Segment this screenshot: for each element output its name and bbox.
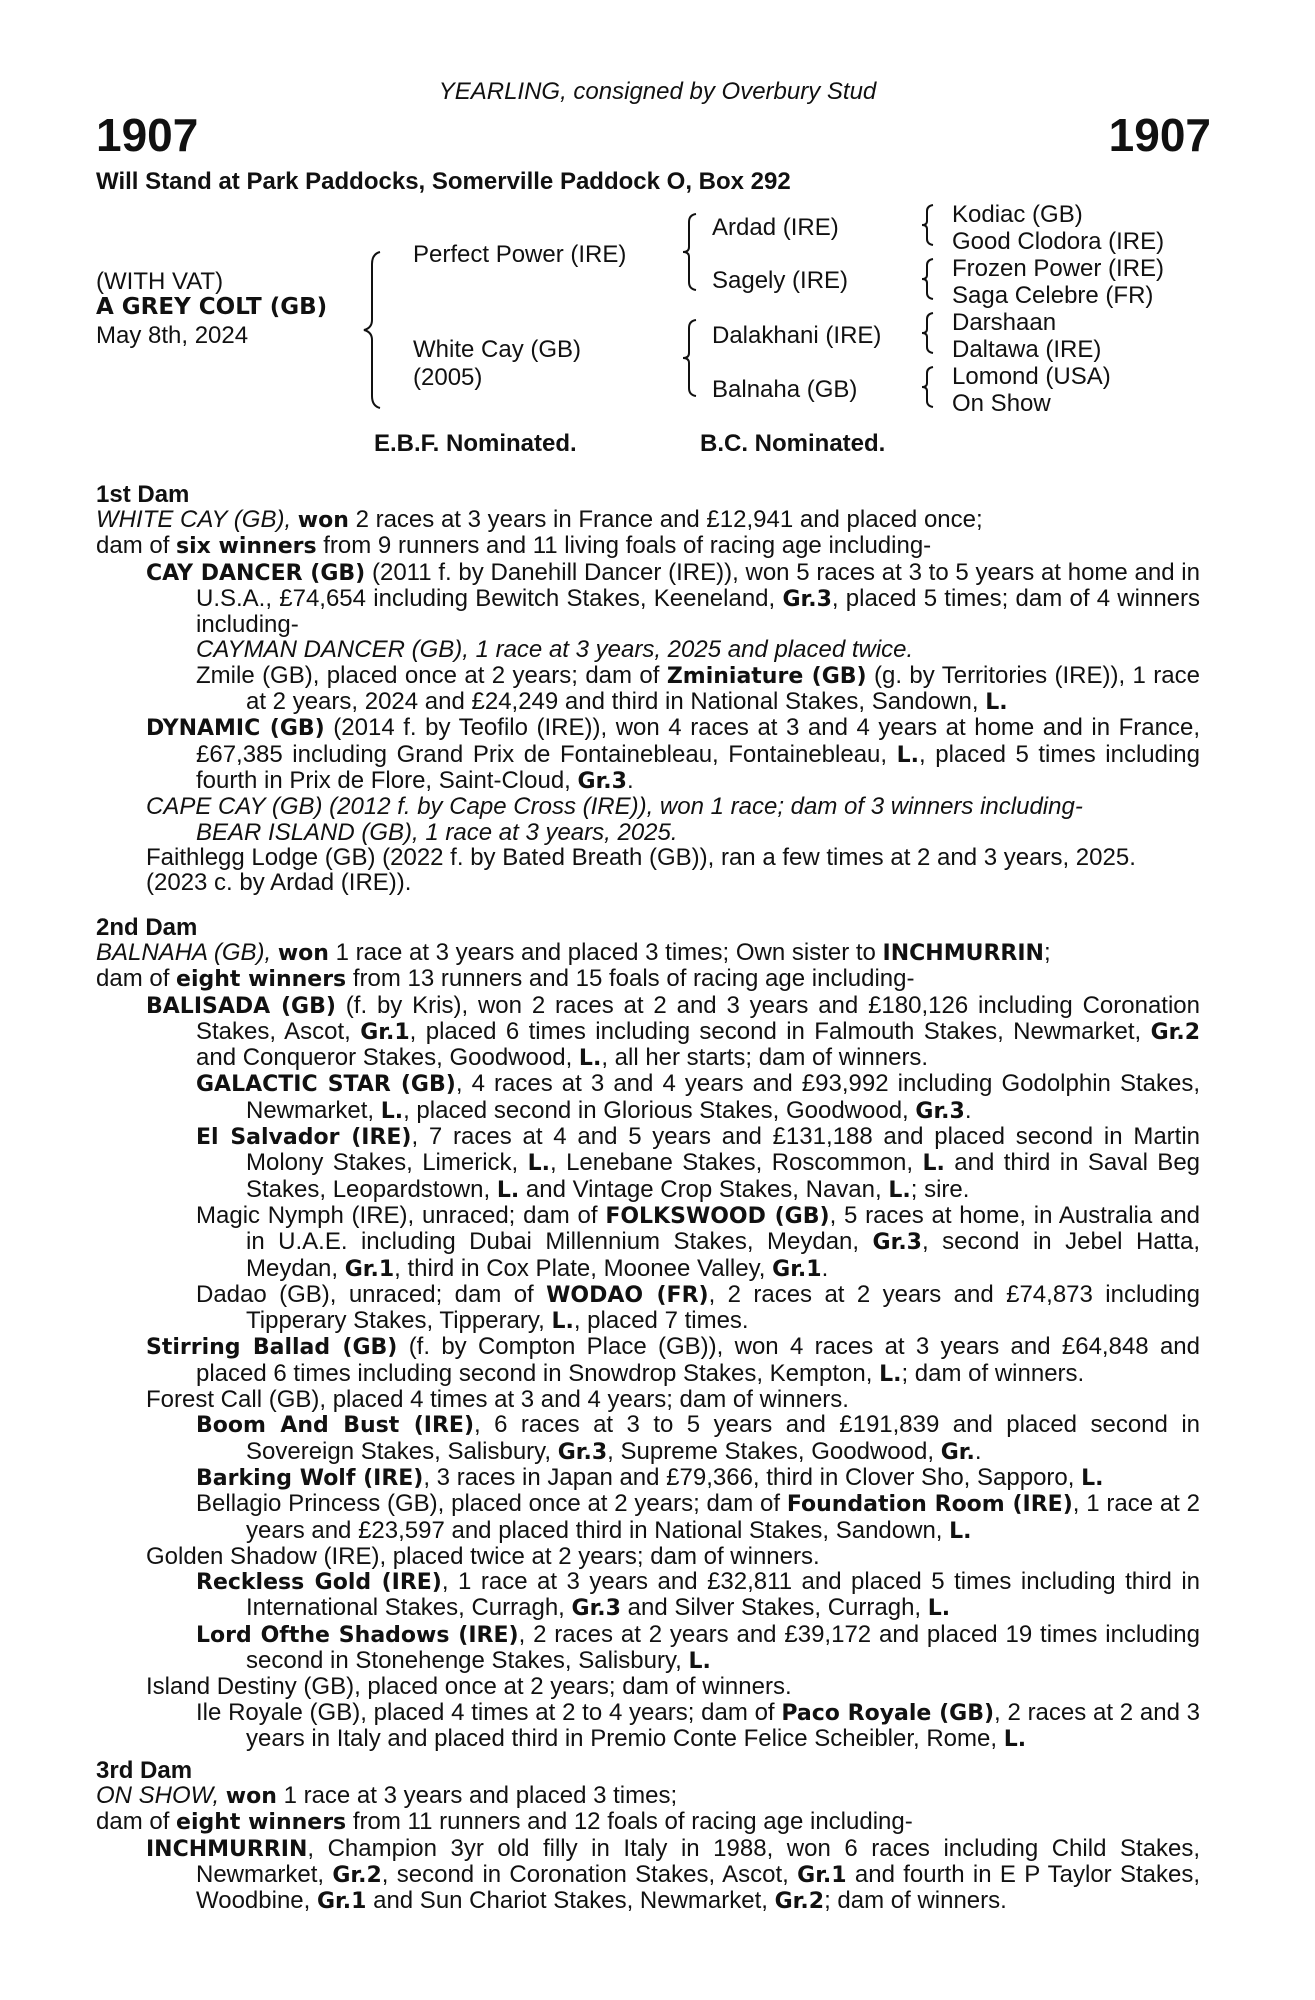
dam-dam-sire: Lomond (USA) — [952, 363, 1111, 390]
produce-magic-nymph: Magic Nymph (IRE), unraced; dam of FOLKSWOOD (GB), 5 races at home, in Australia and in U.A.E. including Dubai Millennium Stakes, Meydan, Gr.3, second in Jebel Hatta, Meydan, Gr.1, third in Cox Plate, Moonee Valley, Gr.1. — [196, 1201, 1201, 1282]
pedigree-brace-sd — [920, 257, 936, 301]
sire-dam-dam: Saga Celebre (FR) — [952, 282, 1154, 309]
first-dam-produce: dam of six winners from 9 runners and 11 living foals of racing age including- — [96, 532, 932, 560]
first-dam-section — [96, 482, 1200, 895]
sire-sire: Ardad (IRE) — [712, 214, 839, 241]
pedigree-brace-dd — [920, 365, 936, 409]
pedigree-brace-dam — [681, 318, 699, 398]
pedigree-brace-ds — [920, 311, 936, 355]
stand-location: Will Stand at Park Paddocks, Somerville Paddock O, Box 292 — [96, 168, 791, 195]
pedigree-brace-main — [362, 250, 384, 410]
dam-sire: Dalakhani (IRE) — [712, 322, 882, 349]
dam-year: (2005) — [413, 364, 483, 391]
third-dam-title: 3rd Dam — [96, 1757, 193, 1784]
sire-sire-sire: Kodiac (GB) — [952, 201, 1083, 228]
produce-island-destiny: Island Destiny (GB), placed once at 2 years; dam of winners. — [146, 1673, 792, 1701]
produce-el-salvador: El Salvador (IRE), 7 races at 4 and 5 years and £131,188 and placed second in Martin Molony Stakes, Limerick, L., Lenebane Stakes, Roscommon, L. and third in Saval Beg Stakes, Leopardstown, L. and Vintage Crop Stakes, Navan, L.; sire. — [196, 1123, 1201, 1203]
sire-dam-sire: Frozen Power (IRE) — [952, 255, 1165, 282]
lot-number-right: 1907 — [1108, 109, 1211, 161]
pedigree-brace-ss — [920, 203, 936, 247]
produce-bear-island: BEAR ISLAND (GB), 1 race at 3 years, 2025. — [196, 818, 678, 846]
third-dam-produce: dam of eight winners from 11 runners and 12 foals of racing age including- — [96, 1808, 913, 1836]
second-dam-produce: dam of eight winners from 13 runners and 15 foals of racing age including- — [96, 965, 915, 993]
produce-boom-and-bust: Boom And Bust (IRE), 6 races at 3 to 5 years and £191,839 and placed second in Sovereign Stakes, Salisbury, Gr.3, Supreme Stakes, Goodwood, Gr.. — [196, 1411, 1201, 1465]
first-dam-record: WHITE CAY (GB), won 2 races at 3 years in France and £12,941 and placed once; — [96, 506, 983, 533]
second-dam-record: BALNAHA (GB), won 1 race at 3 years and placed 3 times; Own sister to INCHMURRIN; — [96, 939, 1051, 966]
produce-cape-cay: CAPE CAY (GB) (2012 f. by Cape Cross (IRE)), won 1 race; dam of 3 winners including- — [146, 793, 1083, 821]
produce-stirring-ballad: Stirring Ballad (GB) (f. by Compton Place (GB)), won 4 races at 3 years and £64,848 and placed 6 times including second in Snowdrop Stakes, Kempton, L.; dam of winners. — [146, 1333, 1200, 1387]
produce-reckless-gold: Reckless Gold (IRE), 1 race at 3 years and £32,811 and placed 5 times including third in International Stakes, Curragh, Gr.3 and Silver Stakes, Curragh, L. — [196, 1568, 1200, 1622]
sire-dam: Sagely (IRE) — [712, 267, 849, 294]
second-dam-title: 2nd Dam — [96, 914, 198, 941]
dam-dam-dam: On Show — [952, 390, 1051, 417]
produce-2023-colt: (2023 c. by Ardad (IRE)). — [146, 869, 412, 897]
produce-dynamic: DYNAMIC (GB) (2014 f. by Teofilo (IRE)), won 4 races at 3 and 4 years at home and in France, £67,385 including Grand Prix de Fontainebleau, Fontainebleau, L., placed 5 times including fourth in Prix de Flore, Saint-Cloud, Gr.3. — [146, 714, 1201, 794]
second-dam-section — [96, 915, 1200, 1752]
third-dam-section — [96, 1758, 1200, 1914]
foaling-date: May 8th, 2024 — [96, 322, 249, 349]
produce-ile-royale: Ile Royale (GB), placed 4 times at 2 to 4 years; dam of Paco Royale (GB), 2 races at 2 and 3 years in Italy and placed third in Premio Conte Felice Scheibler, Rome, L. — [196, 1698, 1201, 1752]
produce-galactic-star: GALACTIC STAR (GB), 4 races at 3 and 4 years and £93,992 including Godolphin Stakes, Newmarket, L., placed second in Glorious Stakes, Goodwood, Gr.3. — [196, 1070, 1200, 1124]
ebf-nomination: E.B.F. Nominated. — [374, 430, 577, 457]
horse-name: A GREY COLT (GB) — [96, 294, 328, 320]
produce-barking-wolf: Barking Wolf (IRE), 3 races in Japan and £79,366, third in Clover Sho, Sapporo, L. — [196, 1463, 1104, 1491]
produce-bellagio-princess: Bellagio Princess (GB), placed once at 2 years; dam of Foundation Room (IRE), 1 race at 2 years and £23,597 and placed third in National Stakes, Sandown, L. — [196, 1490, 1200, 1544]
produce-balisada: BALISADA (GB) (f. by Kris), won 2 races at 2 and 3 years and £180,126 including Coronation Stakes, Ascot, Gr.1, placed 6 times including second in Falmouth Stakes, Newmarket, Gr.2 and Conqueror Stakes, Goodwood, L., all her starts; dam of winners. — [146, 991, 1201, 1072]
vat-note: (WITH VAT) — [96, 268, 224, 295]
produce-inchmurrin: INCHMURRIN, Champion 3yr old filly in Italy in 1988, won 6 races including Child Stakes, Newmarket, Gr.2, second in Coronation Stakes, Ascot, Gr.1 and fourth in E P Taylor Stakes, Woodbine, Gr.1 and Sun Chariot Stakes, Newmarket, Gr.2; dam of winners. — [146, 1834, 1201, 1915]
dam-name: White Cay (GB) — [413, 336, 582, 363]
consignor-line: YEARLING, consigned by Overbury Stud — [438, 78, 877, 105]
produce-zmile: Zmile (GB), placed once at 2 years; dam of Zminiature (GB) (g. by Territories (IRE)), 1 race at 2 years, 2024 and £24,249 and third in National Stakes, Sandown, L. — [196, 661, 1200, 716]
produce-cay-dancer: CAY DANCER (GB) (2011 f. by Danehill Dancer (IRE)), won 5 races at 3 to 5 years at home and in U.S.A., £74,654 including Bewitch Stakes, Keeneland, Gr.3, placed 5 times; dam of 4 winners including- — [146, 558, 1201, 639]
produce-golden-shadow: Golden Shadow (IRE), placed twice at 2 years; dam of winners. — [146, 1542, 820, 1570]
produce-faithlegg-lodge: Faithlegg Lodge (GB) (2022 f. by Bated Breath (GB)), ran a few times at 2 and 3 years, 2025. — [146, 843, 1136, 871]
produce-forest-call: Forest Call (GB), placed 4 times at 3 and 4 years; dam of winners. — [146, 1386, 849, 1414]
sire-sire-dam: Good Clodora (IRE) — [952, 228, 1165, 255]
dam-dam: Balnaha (GB) — [712, 376, 858, 403]
dam-sire-dam: Daltawa (IRE) — [952, 336, 1102, 363]
sire-name: Perfect Power (IRE) — [413, 241, 627, 268]
produce-lord-ofthe-shadows: Lord Ofthe Shadows (IRE), 2 races at 2 years and £39,172 and placed 19 times including second in Stonehenge Stakes, Salisbury, L. — [196, 1620, 1200, 1675]
produce-cayman-dancer: CAYMAN DANCER (GB), 1 race at 3 years, 2025 and placed twice. — [196, 636, 914, 664]
first-dam-title: 1st Dam — [96, 481, 190, 508]
lot-number-left: 1907 — [96, 109, 199, 161]
third-dam-record: ON SHOW, won 1 race at 3 years and placed 3 times; — [96, 1782, 678, 1809]
bc-nomination: B.C. Nominated. — [700, 430, 886, 457]
pedigree-brace-sire — [681, 212, 699, 292]
dam-sire-sire: Darshaan — [952, 309, 1057, 336]
produce-dadao: Dadao (GB), unraced; dam of WODAO (FR), 2 races at 2 years and £74,873 including Tipperary Stakes, Tipperary, L., placed 7 times. — [196, 1280, 1200, 1335]
